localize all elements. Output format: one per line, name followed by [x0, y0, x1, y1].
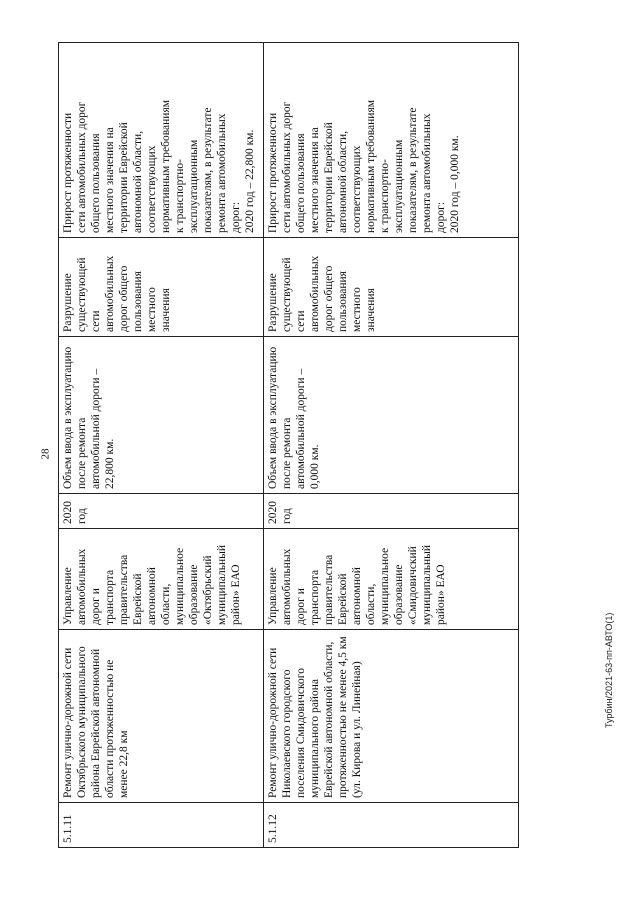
table-row [59, 43, 264, 848]
footer-text: Турбин/2021-63-пп-АВТО(1) [604, 612, 614, 728]
page-number: 28 [39, 448, 52, 460]
row-number-cell: 5.1.12 [264, 803, 519, 848]
event-cell: Ремонт улично-дорожной сети Октябрьского муниципального района Еврейской автономной области протяженностью не менее 22,8 км [59, 630, 264, 803]
event-cell: Ремонт улично-дорожной сети Николаевского городского поселения Смидовичского муниципального района Еврейской автономной области, протяженностью не менее 4,5 км (ул. Кирова и ул. Линейная) [264, 630, 519, 803]
program-table [58, 42, 519, 848]
indicator-cell: Прирост протяженности сети автомобильных дорог общего пользования местного значения на территории Еврейской автономной области, соответствующих нормативным требованиям к транспортно- эксплуатационным показателям, в результате ремонта автомобильных дорог: 2020 год – 22,800 км. [59, 43, 264, 238]
executor-cell: Управление автомобильных дорог и транспорта правительства Еврейской автономной области, муниципальное образование «Смидовичский муниципальный район» ЕАО [264, 529, 519, 630]
year-cell: 2020 год [264, 494, 519, 529]
year-cell: 2020 год [59, 494, 264, 529]
consequence-cell: Разрушение существующей сети автомобильных дорог общего пользования местного значения [264, 238, 519, 337]
table-row [264, 43, 519, 848]
row-number-cell: 5.1.11 [59, 803, 264, 848]
result-cell: Объем ввода в эксплуатацию после ремонта автомобильной дороги – 0,000 км. [264, 337, 519, 494]
indicator-cell: Прирост протяженности сети автомобильных дорог общего пользования местного значения на территории Еврейской автономной области, соответствующих нормативным требованиям к транспортно- эксплуатационным показателям, в результате ремонта автомобильных дорог: 2020 год – 0,000 км. [264, 43, 519, 238]
result-cell: Объем ввода в эксплуатацию после ремонта автомобильной дороги – 22,800 км. [59, 337, 264, 494]
executor-cell: Управление автомобильных дорог и транспорта правительства Еврейской автономной области, муниципальное образование «Октябрьский муниципальный район» ЕАО [59, 529, 264, 630]
consequence-cell: Разрушение существующей сети автомобильных дорог общего пользования местного значения [59, 238, 264, 337]
